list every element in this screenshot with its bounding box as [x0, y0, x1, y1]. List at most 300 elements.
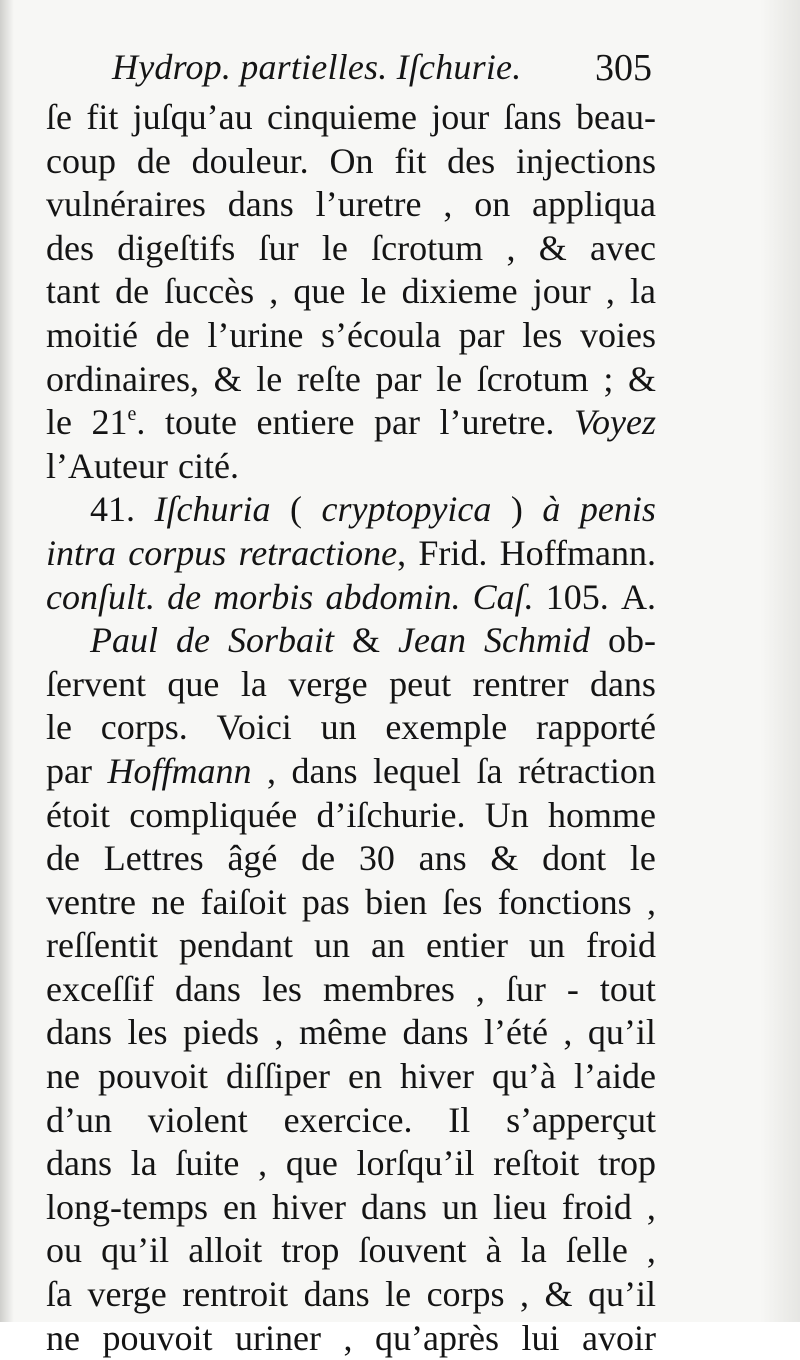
word — [630, 837, 656, 881]
word-part: dans — [589, 663, 656, 704]
word-part: ans — [418, 838, 467, 879]
word-part: corps. — [100, 707, 188, 748]
word — [137, 140, 171, 184]
word — [267, 96, 417, 140]
word-part: ) — [510, 489, 523, 530]
text-line — [46, 270, 656, 314]
word-part: entier — [425, 925, 508, 966]
word — [269, 270, 278, 314]
word — [448, 1099, 470, 1143]
word — [580, 488, 656, 532]
word-part: , — [269, 271, 279, 312]
page-number: 305 — [595, 47, 652, 89]
word — [297, 358, 361, 402]
text-line — [46, 1099, 656, 1143]
running-header — [112, 46, 652, 98]
word — [352, 619, 380, 663]
word-part: la — [130, 1143, 157, 1184]
word-part: fit — [394, 140, 427, 181]
word — [562, 1186, 632, 1230]
word-part: ſans — [503, 97, 562, 137]
text-line — [46, 706, 656, 750]
word-part: froid — [561, 1186, 632, 1227]
word — [167, 663, 219, 707]
word — [603, 358, 613, 402]
word — [586, 924, 656, 968]
text-line — [46, 1273, 656, 1317]
word — [506, 1099, 656, 1143]
word-part: avec — [590, 227, 656, 268]
word — [317, 794, 466, 838]
word — [46, 358, 199, 402]
word-part: cryptopyica — [321, 489, 492, 530]
word — [398, 619, 466, 663]
word — [574, 1055, 656, 1099]
word-part: violent — [147, 1099, 248, 1140]
word-part: coup — [46, 140, 116, 181]
word — [284, 1099, 413, 1143]
word — [506, 227, 515, 271]
word — [427, 1273, 505, 1317]
word-part: à — [542, 489, 561, 530]
word — [477, 358, 589, 402]
word — [179, 924, 293, 968]
word-part: Voyez — [573, 402, 656, 443]
word-part: pendant — [178, 925, 293, 966]
word — [574, 401, 656, 445]
word — [90, 619, 158, 663]
word-part: étoit — [46, 794, 110, 835]
word-part: , — [646, 1186, 656, 1227]
word-part: ne — [46, 1056, 80, 1097]
word — [566, 1229, 628, 1273]
word — [321, 488, 491, 532]
text-line — [46, 924, 656, 968]
word-part: cité. — [178, 445, 240, 486]
word — [506, 968, 546, 1012]
word-part: fonctions — [497, 881, 632, 922]
word-part: on — [474, 184, 511, 225]
word-part: un — [441, 1186, 478, 1227]
word-part: Hoffmann — [107, 750, 252, 791]
word — [628, 358, 656, 402]
word — [107, 750, 251, 794]
word-part: en — [222, 1186, 257, 1227]
word — [258, 1142, 267, 1186]
word-part: ( — [289, 489, 302, 530]
word — [214, 358, 242, 402]
word-part: Iſchuria — [154, 489, 271, 530]
word — [46, 314, 138, 358]
word — [373, 750, 461, 794]
word — [178, 445, 239, 489]
word — [323, 968, 455, 1012]
word-part: avoir — [582, 1317, 656, 1358]
word — [46, 445, 168, 489]
word-part: jour — [532, 271, 591, 312]
word-part: par — [458, 314, 505, 355]
word — [46, 183, 206, 227]
word — [520, 1273, 529, 1317]
word-part: l’Auteur — [46, 445, 168, 486]
word-part: - — [566, 968, 579, 1009]
word — [630, 270, 656, 314]
word-part: A. — [620, 576, 656, 617]
word — [302, 881, 350, 925]
word — [511, 488, 523, 532]
word — [239, 532, 407, 576]
text-line — [46, 663, 656, 707]
text-line — [46, 183, 656, 227]
word-part: exemple — [385, 707, 508, 748]
word-part: dans — [227, 184, 294, 225]
word — [442, 1186, 478, 1230]
word — [101, 706, 188, 750]
word-part: de — [167, 576, 202, 617]
word-part: le — [321, 227, 348, 268]
word — [241, 663, 267, 707]
word-part: un — [313, 925, 350, 966]
word-part: dans — [360, 1186, 427, 1227]
word — [474, 183, 510, 227]
word-part: toute — [164, 402, 237, 443]
word — [288, 663, 367, 707]
word — [286, 1142, 338, 1186]
word-part: & — [213, 358, 242, 399]
word — [389, 663, 451, 707]
word — [600, 968, 656, 1012]
word — [128, 532, 226, 576]
word-part: Il — [448, 1099, 471, 1140]
word — [188, 1229, 262, 1273]
word — [46, 968, 154, 1012]
word-part: à — [485, 1230, 502, 1271]
word-part: l’été — [483, 1012, 548, 1053]
word-part: reſte — [296, 358, 361, 399]
word-part: homme — [548, 794, 656, 835]
word-part: cinquieme — [267, 97, 417, 137]
word-part: & — [544, 1274, 573, 1315]
word — [46, 1011, 112, 1055]
word-part: tant — [46, 271, 100, 312]
word-part: Hoffmann. — [499, 532, 656, 573]
word-part: qu’à — [492, 1056, 556, 1097]
word-part: dans — [46, 1143, 112, 1184]
word-part: bien — [365, 881, 428, 922]
word — [101, 1229, 169, 1273]
word-part: corpus — [128, 532, 227, 573]
word-part: & — [538, 227, 567, 268]
page-left-edge-shadow — [0, 0, 14, 1322]
word-part: lequel — [373, 750, 461, 791]
word — [419, 837, 467, 881]
word-part: un — [528, 925, 565, 966]
word — [473, 576, 534, 620]
word — [321, 314, 441, 358]
superscript: e — [127, 403, 137, 426]
word-part: rétraction — [518, 750, 656, 791]
word — [290, 488, 302, 532]
word-part: les — [522, 314, 563, 355]
word-part: l’uretre. — [439, 402, 555, 443]
word — [129, 794, 297, 838]
word — [46, 837, 80, 881]
word-part: rapporté — [536, 707, 656, 748]
word — [359, 1229, 467, 1273]
word — [272, 1186, 346, 1230]
word-part: pieds — [183, 1012, 259, 1053]
word-part: an — [370, 925, 405, 966]
word — [385, 1273, 411, 1317]
word-part: la — [520, 1230, 547, 1271]
word — [87, 1273, 166, 1317]
word-part: rentroit — [182, 1274, 289, 1315]
word — [46, 96, 72, 140]
word-part: & — [490, 838, 519, 879]
word — [156, 314, 190, 358]
word — [518, 750, 656, 794]
word — [476, 968, 485, 1012]
word — [165, 401, 237, 445]
word-part: , — [563, 1012, 573, 1053]
word-part: retractione — [238, 532, 398, 573]
text-line — [46, 881, 656, 925]
word-part: ne — [46, 1317, 80, 1358]
word-part: Un — [484, 794, 529, 835]
word — [275, 1011, 284, 1055]
word — [582, 1317, 656, 1360]
word — [484, 619, 590, 663]
text-line — [46, 358, 656, 402]
word-part: entiere — [256, 402, 355, 443]
word — [486, 1229, 502, 1273]
word — [316, 183, 422, 227]
word-part: lorſqu’il — [356, 1143, 475, 1184]
word-part: & — [627, 358, 656, 399]
word-part: ſuite — [175, 1143, 240, 1184]
word — [442, 881, 482, 925]
word-part: ſelle — [565, 1230, 628, 1271]
word-part: faiſoit — [200, 881, 287, 922]
word — [542, 837, 606, 881]
word-part: trop — [597, 1143, 656, 1184]
word-part: reſtoit — [493, 1143, 580, 1184]
word — [98, 1055, 208, 1099]
word — [522, 1317, 560, 1360]
word — [484, 1011, 548, 1055]
word-part: , — [475, 968, 485, 1009]
word-part: 30 — [358, 838, 395, 879]
word-part: uriner — [235, 1317, 321, 1358]
word-part: ob- — [607, 620, 656, 661]
word-part: rentrer — [472, 663, 569, 704]
word — [647, 1229, 656, 1273]
word — [522, 314, 562, 358]
text-line — [46, 576, 656, 620]
word — [46, 1142, 112, 1186]
word — [322, 227, 348, 271]
word-part: que — [285, 1143, 338, 1184]
word-part: s’écoula — [321, 314, 441, 355]
word-part: le — [360, 271, 387, 312]
word — [213, 576, 313, 620]
word-part: 21 — [91, 402, 128, 443]
word — [292, 750, 358, 794]
word — [490, 837, 518, 881]
word — [46, 1229, 82, 1273]
word-part: même — [299, 1012, 387, 1053]
text-line — [46, 445, 656, 489]
word-part: pas — [301, 881, 350, 922]
text-line — [46, 96, 656, 140]
word — [426, 924, 508, 968]
word-part: , — [646, 1230, 656, 1271]
word — [402, 1011, 468, 1055]
word-part: ventre — [46, 881, 136, 922]
word-part: en — [348, 1056, 383, 1097]
word-part: , — [274, 1012, 284, 1053]
word-part: par — [46, 750, 92, 791]
word — [504, 96, 562, 140]
word-part: ſcrotum — [476, 358, 589, 399]
text-line — [46, 1142, 656, 1186]
word-part: tout — [599, 968, 656, 1009]
word — [182, 1273, 288, 1317]
word-part: moitié — [46, 314, 138, 355]
word-part: long-temps — [46, 1186, 208, 1227]
word — [228, 619, 334, 663]
word-part: vulnéraires — [46, 184, 206, 225]
word-part: âgé — [227, 838, 278, 879]
text-line — [46, 1186, 656, 1230]
word — [492, 1055, 556, 1099]
word-part: digeſtifs — [117, 227, 236, 268]
word — [498, 881, 632, 925]
word — [128, 1011, 168, 1055]
word-part: s’apperçut — [506, 1099, 656, 1140]
word — [167, 576, 201, 620]
word — [151, 881, 185, 925]
text-line — [46, 140, 656, 184]
word — [590, 663, 656, 707]
word-part: conſult. — [46, 576, 155, 617]
word-part: On — [329, 140, 374, 181]
word — [361, 270, 387, 314]
word — [588, 1273, 656, 1317]
word-part: reſſentit — [46, 925, 158, 966]
word — [46, 1055, 80, 1099]
word — [608, 619, 656, 663]
word-part: des — [447, 140, 496, 181]
word — [46, 576, 155, 620]
word-part: Voici — [216, 707, 292, 748]
word — [103, 1317, 213, 1360]
word-part: dans — [402, 1012, 469, 1053]
word-part: Sorbait — [227, 620, 334, 661]
word — [533, 270, 591, 314]
word-part: ordinaires, — [46, 358, 199, 399]
word — [92, 401, 146, 445]
text-line — [46, 794, 656, 838]
word-part: Schmid — [483, 620, 590, 661]
word — [235, 1317, 321, 1360]
word-part: , — [443, 184, 453, 225]
word — [436, 358, 462, 402]
word-part: le — [46, 707, 72, 748]
word — [402, 270, 518, 314]
word — [227, 837, 277, 881]
word-part: que — [167, 663, 220, 704]
word-part: diſſiper — [226, 1056, 331, 1097]
word-part: Paul — [90, 620, 158, 661]
word — [545, 1273, 573, 1317]
word — [447, 140, 495, 184]
text-line — [46, 837, 656, 881]
word-part: Lettres — [103, 838, 204, 879]
word — [431, 96, 489, 140]
word — [371, 227, 483, 271]
word — [546, 576, 609, 620]
word-part: par — [375, 358, 422, 399]
text-line — [46, 532, 656, 576]
word-part: 105. — [545, 576, 609, 617]
word-part: pouvoit — [102, 1317, 213, 1358]
word — [176, 619, 210, 663]
word-part: Jean — [398, 620, 466, 661]
word — [500, 532, 656, 576]
word-part: le — [46, 402, 72, 443]
word-part: hiver — [400, 1056, 474, 1097]
word-part: appliqua — [532, 184, 656, 225]
word-part: , — [397, 532, 407, 573]
word — [493, 1186, 547, 1230]
word-part: que — [293, 271, 346, 312]
word-part: de — [115, 271, 150, 312]
word — [359, 837, 395, 881]
body-text — [46, 96, 656, 1360]
word-part: douleur. — [191, 140, 309, 181]
word — [598, 1142, 656, 1186]
word — [580, 314, 656, 358]
word-part: peut — [389, 663, 452, 704]
word — [647, 1186, 656, 1230]
word — [485, 794, 529, 838]
word — [259, 227, 299, 271]
word-part: , — [605, 271, 615, 312]
word — [104, 837, 204, 881]
word — [46, 140, 116, 184]
word-part: dans — [174, 968, 241, 1009]
word — [365, 881, 427, 925]
word — [257, 401, 355, 445]
word — [400, 1055, 474, 1099]
word — [216, 706, 291, 750]
word-part: des — [46, 227, 94, 268]
word — [46, 1273, 72, 1317]
word-part: , — [343, 1317, 353, 1358]
word-part: ou — [46, 1230, 82, 1271]
word — [477, 750, 503, 794]
word-part: . — [136, 402, 146, 443]
word-part: , — [506, 227, 516, 268]
word — [606, 270, 615, 314]
word-part: qu’il — [587, 1012, 656, 1053]
word — [329, 140, 373, 184]
word — [46, 270, 100, 314]
word — [115, 270, 149, 314]
word — [164, 270, 254, 314]
word-part: ne — [151, 881, 186, 922]
